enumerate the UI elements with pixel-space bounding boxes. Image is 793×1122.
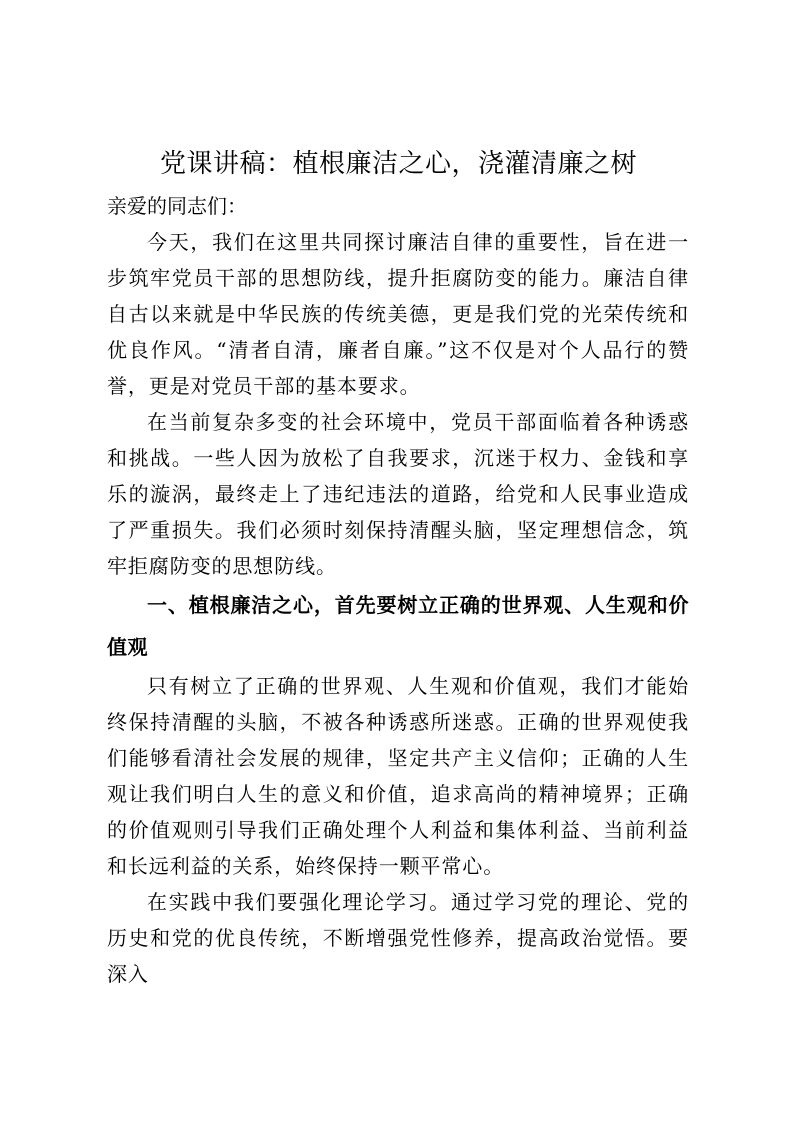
document-body: [107, 188, 689, 992]
document-title: 党课讲稿：植根廉洁之心，浇灌清廉之树: [159, 149, 637, 179]
section-heading: 一、植根廉洁之心，首先要树立正确的世界观、人生观和价值观: [107, 593, 689, 659]
body-paragraph: 在实践中我们要强化理论学习。通过学习党的理论、党的历史和党的优良传统，不断增强党性修养，提高政治觉悟。要深入: [107, 890, 689, 986]
body-paragraph: 今天，我们在这里共同探讨廉洁自律的重要性，旨在进一步筑牢党员干部的思想防线，提升拒腐防变的能力。廉洁自律自古以来就是中华民族的传统美德，更是我们党的光荣传统和优良作风。“清者自清，廉者自廉。”这不仅是对个人品行的赞誉，更是对党员干部的基本要求。: [107, 230, 689, 398]
body-paragraph: 在当前复杂多变的社会环境中，党员干部面临着各种诱惑和挑战。一些人因为放松了自我要求，沉迷于权力、金钱和享乐的漩涡，最终走上了违纪违法的道路，给党和人民事业造成了严重损失。我们必须时刻保持清醒头脑，坚定理想信念，筑牢拒腐防变的思想防线。: [107, 410, 689, 578]
salutation: 亲爱的同志们：: [107, 194, 247, 218]
body-paragraph: 只有树立了正确的世界观、人生观和价值观，我们才能始终保持清醒的头脑，不被各种诱惑所迷惑。正确的世界观使我们能够看清社会发展的规律，坚定共产主义信仰；正确的人生观让我们明白人生的意义和价值，追求高尚的精神境界；正确的价值观则引导我们正确处理个人利益和集体利益、当前利益和长远利益的关系，始终保持一颗平常心。: [107, 674, 689, 878]
